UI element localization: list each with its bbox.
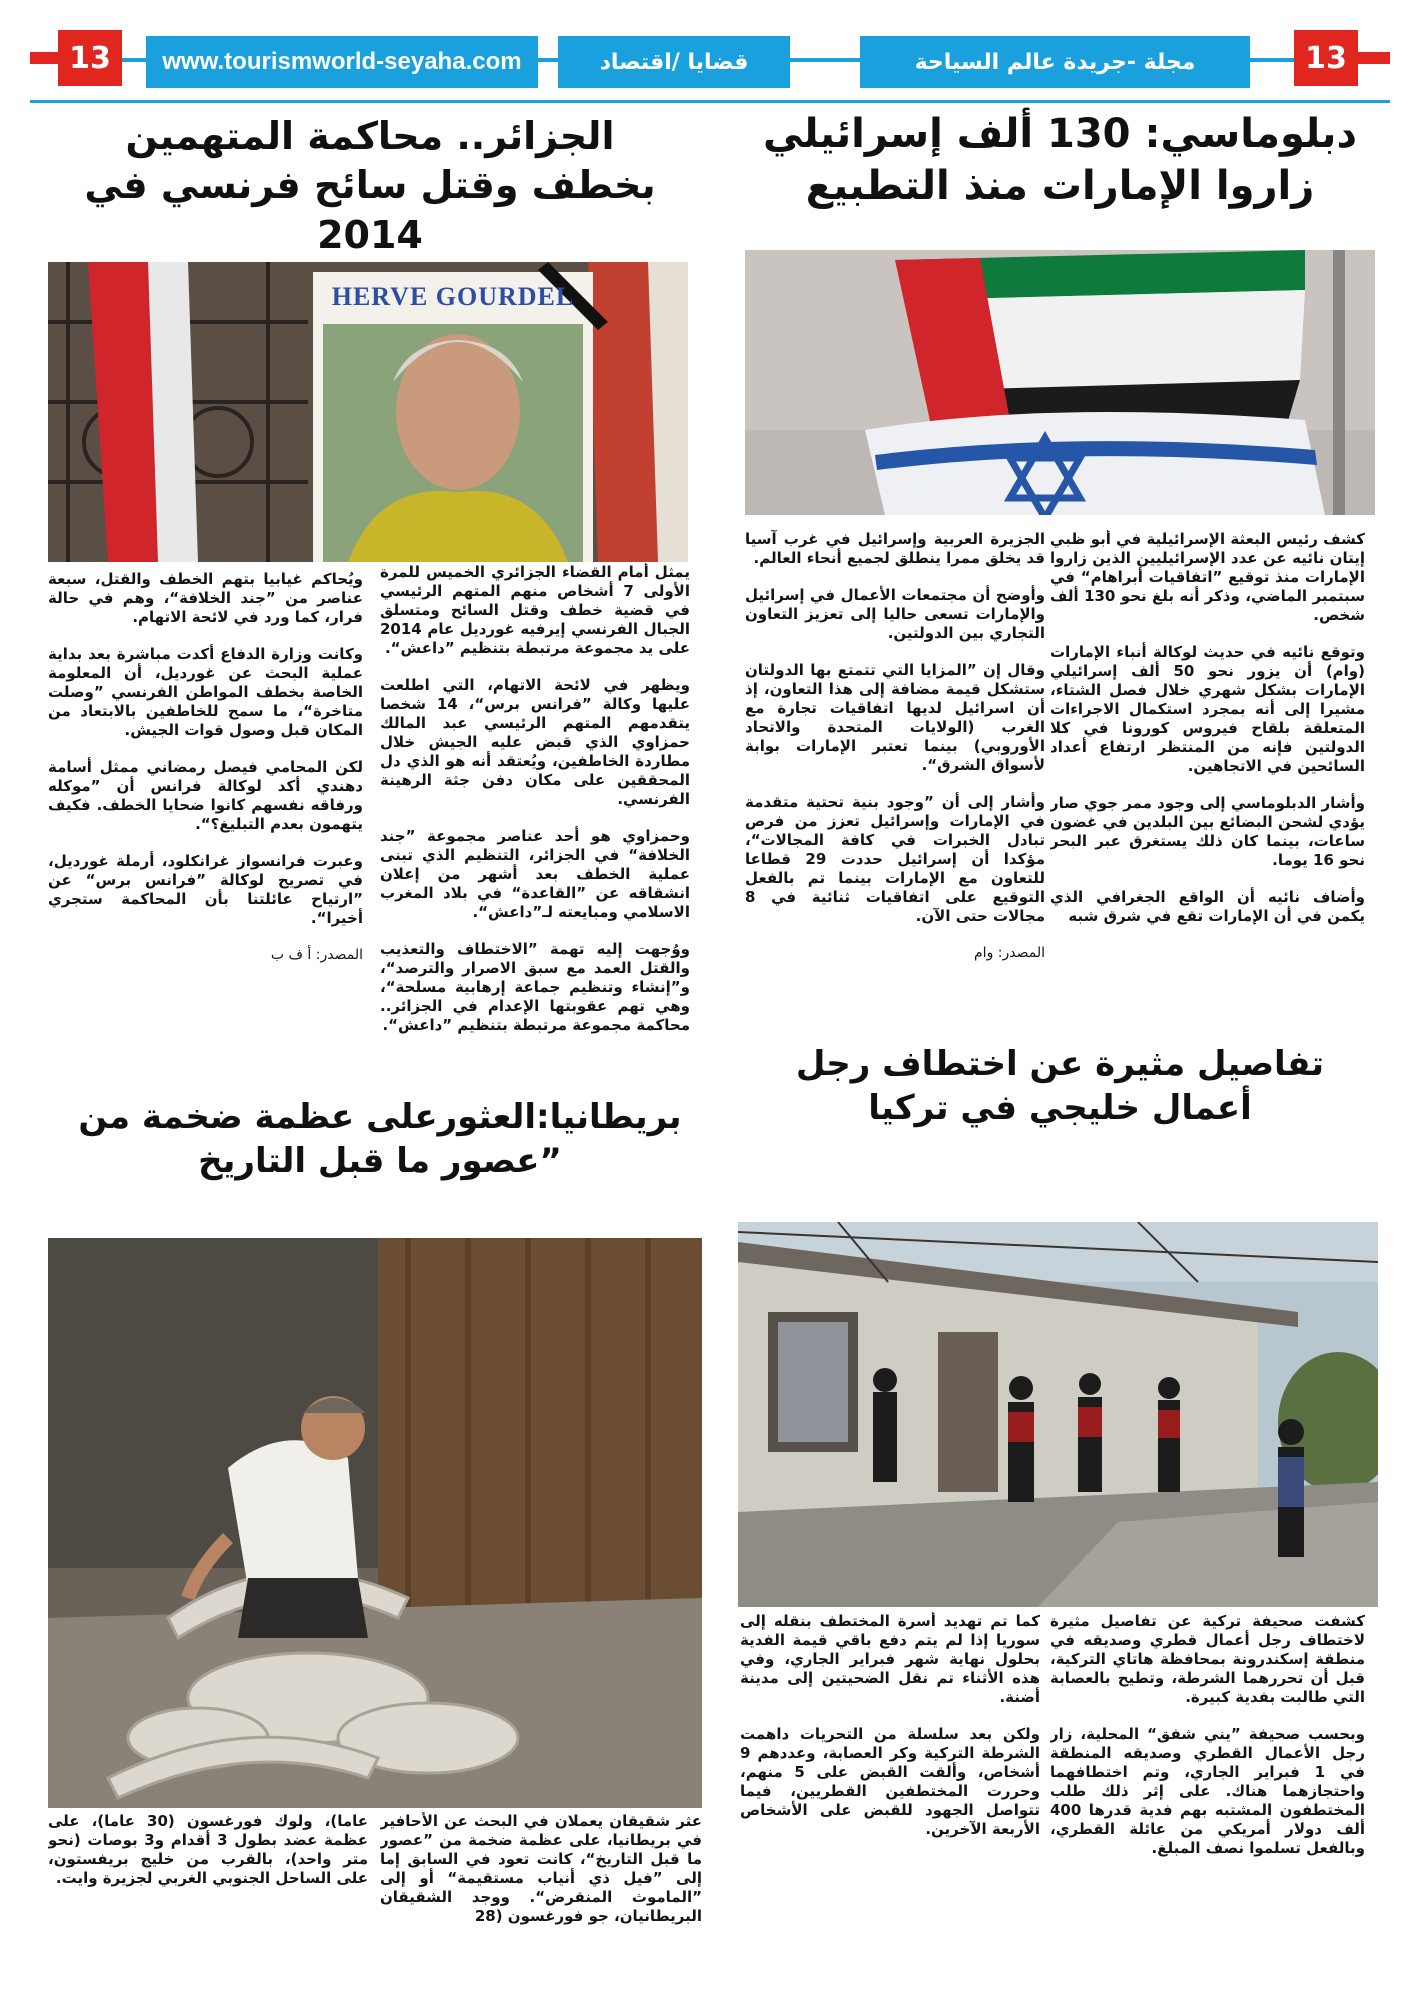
paragraph: كشف رئيس البعثة الإسرائيلية في أبو ظبي إيتان نائيه عن عدد الإسرائيليين الذين زاروا الإمارات منذ توقيع ”اتفاقيات أبراهام“ في سبتمبر الماضي، وذكر أنه بلغ نحو 130 ألف شخص. <box>1050 530 1365 624</box>
headline-turkey[interactable]: تفاصيل مثيرة عن اختطاف رجل أعمال خليجي في تركيا <box>795 1044 1325 1129</box>
paragraph: ولكن بعد سلسلة من التحريات داهمت الشرطة التركية وكر العصابة، وعددهم 9 أشخاص، وألقت القبض على 5 منهم، وحررت المختطفين القطريين، فيما تتواصل الجهود للقبض على الأشخاص الأربعة الآخرين. <box>740 1725 1040 1838</box>
paragraph: وكانت وزارة الدفاع أكدت مباشرة بعد بداية عملية البحث عن غورديل، أن المعلومة الخاصة بخطف المواطن الفرنسي ”وصلت متاخرة“، ما سمح للخاطفين بالابتعاد من المكان قبل وصول قوات الجيش. <box>48 645 363 739</box>
paragraph: وبحسب صحيفة ”يني شفق“ المحلية، زار رجل الأعمال القطري وصديقه المنطقة في 1 فبراير الجاري، وتم اختطافهما واحتجازهما هناك. على إثر ذلك طلب المختطفون المشتبه بهم فدية قدرها 400 ألف دولار أمريكي من عائلة القطري، وبالفعل تسلموا نصف المبلغ. <box>1050 1725 1365 1857</box>
uk-col-left <box>48 1812 368 2002</box>
paragraph: وأضاف نائيه أن الواقع الجغرافي الذي يكمن في أن الإمارات تقع في شرق شبه <box>1050 888 1365 925</box>
paragraph: ووُجهت إليه تهمة ”الاختطاف والتعذيب والقتل العمد مع سبق الاصرار والترصد“، و”إنشاء وتنظيم جماعة إرهابية مسلحة“، وهي تهم عقوبتها الإعدام في الجزائر.. محاكمة مجموعة مرتبطة بتنظيم ”داعش“. <box>380 940 690 1034</box>
website-url[interactable]: www.tourismworld-seyaha.com <box>162 48 522 75</box>
police-courtyard-photo <box>738 1222 1378 1607</box>
paragraph: وأوضح أن مجتمعات الأعمال في إسرائيل والإمارات تسعى حاليا إلى تعزيز التعاون التجاري بين الدولتين. <box>745 586 1045 642</box>
publication-box <box>860 36 1250 88</box>
paragraph: وعبرت فرانسواز غرانكلود، أرملة غورديل، في تصريح لوكالة ”فرانس برس“ عن ”ارتياح عائلتنا بأن المحاكمة ستجري أخيرا“. <box>48 852 363 927</box>
algeria-col-left <box>48 570 363 1070</box>
excavation-photo <box>48 1238 702 1808</box>
algeria-col-right <box>380 563 690 1083</box>
uae-col-left <box>745 530 1045 1000</box>
paragraph: ويُحاكم غيابيا بتهم الخطف والقتل، سبعة عناصر من ”جند الخلافة“، وهم في حالة فرار، كما ورد في لائحة الاتهام. <box>48 570 363 626</box>
paragraph: الجزيرة العربية وإسرائيل في غرب آسيا قد يخلق ممرا ينطلق لجميع أنحاء العالم. <box>745 530 1045 567</box>
paragraph: وقال إن ”المزايا التي تتمتع بها الدولتان ستشكل قيمة مضافة إلى هذا التعاون، إذ أن اسرائيل لديها اتفاقيات تجارة مع الغرب (الولايات المتحدة والاتحاد الأوروبي) بينما تعتبر الإمارات بوابة لأسواق الشرق“. <box>745 661 1045 774</box>
section-box <box>558 36 790 88</box>
headline-uae[interactable]: دبلوماسي: 130 ألف إسرائيلي زاروا الإمارات منذ التطبيع <box>763 111 1357 209</box>
paragraph: كشفت صحيفة تركية عن تفاصيل مثيرة لاختطاف رجل أعمال قطري وصديقه في منطقة إسكندرونة بمحافظة هاتاي التركية، قبل أن تحررهما الشرطة، وتطيح بالعصابة التي طالبت بفدية كبيرة. <box>1050 1612 1365 1706</box>
paragraph: لكن المحامي فيصل رمضاني ممثل أسامة دهندي أكد لوكالة فرانس أن ”موكله ورفاقه نفسهم كانوا ضحايا الخطف. فكيف يتهمون بعدم التبليغ؟“. <box>48 758 363 833</box>
website-box[interactable] <box>146 36 538 88</box>
page-number-right: 13 <box>1294 30 1358 86</box>
header-red-tab-right <box>1356 52 1390 64</box>
section-label: قضايا /اقتصاد <box>599 49 749 75</box>
source-credit: المصدر: وام <box>974 945 1045 961</box>
turkey-col-left <box>740 1612 1040 2002</box>
headline-uk[interactable]: بريطانيا:العثورعلى عظمة ضخمة من ”عصور ما قبل التاريخ <box>78 1097 682 1182</box>
paragraph: وتوقع نائيه في حديث لوكالة أنباء الإمارات (وام) أن يزور نحو 50 ألف إسرائيلي الإمارات بشكل شهري خلال فصل الشتاء، مشيرا إلى أنه بمجرد استكمال الاجراءات المتعلقة بلقاح فيروس كورونا في كلا الدولتين فإنه من المنتظر ارتفاع أعداد السائحين في الاتجاهين. <box>1050 643 1365 775</box>
paragraph: وحمزاوي هو أحد عناصر مجموعة ”جند الخلافة“ في الجزائر، التنظيم الذي تبنى عملية الخطف بعد أشهر من إعلان انشقاقه عن ”القاعدة“ في بلاد المغرب الاسلامي ومبايعته لـ”داعش“. <box>380 827 690 921</box>
poster-photo <box>48 262 688 562</box>
paragraph: كما تم تهديد أسرة المختطف بنقله إلى سوريا إذا لم يتم دفع باقي قيمة الفدية بحلول نهاية شهر فبراير الجاري، وفي هذه الأثناء تم نقل الضحيتين إلى مدينة أضنة. <box>740 1612 1040 1706</box>
paragraph: عثر شقيقان يعملان في البحث عن الأحافير في بريطانيا، على عظمة ضخمة من ”عصور ما قبل التاريخ“، كانت تعود في السابق إما إلى ”فيل ذي أنياب مستقيمة“ أو إلى ”الماموث المنقرض“. ووجد الشقيقان البريطانيان، جو فورغسون (28 <box>380 1812 702 1925</box>
publication-name: مجلة -جريدة عالم السياحة <box>914 49 1196 75</box>
paragraph: ويظهر في لائحة الاتهام، التي اطلعت عليها وكالة ”فرانس برس“، 14 شخصا يتقدمهم المتهم الرئيسي عبد المالك حمزاوي الذي قبض عليه الجيش خلال مطاردة الخاطفين، ويُعتقد أنه هو الذي دل المحققين على مكان دفن جثة الرهينة الفرنسي. <box>380 676 690 808</box>
uk-col-right <box>380 1812 702 2002</box>
uae-col-right <box>1050 530 1365 1000</box>
paragraph: وأشار الدبلوماسي إلى وجود ممر جوي صار يؤدي لشحن البضائع بين البلدين في غضون ساعات، بينما كان ذلك يستغرق عبر البحر نحو 16 يوما. <box>1050 794 1365 869</box>
page-number-left: 13 <box>58 30 122 86</box>
paragraph: يمثل أمام القضاء الجزائري الخميس للمرة الأولى 7 أشخاص منهم المتهم الرئيسي في قضية خطف وقتل السائح ومتسلق الجبال الفرنسي إيرفيه غورديل عام 2014 على يد مجموعة مرتبطة بتنظيم ”داعش“. <box>380 563 690 657</box>
paragraph: وأشار إلى أن ”وجود بنية تحتية متقدمة في الإمارات وإسرائيل تعزز من فرص تبادل الخبرات في كافة المجالات“، مؤكدا أن إسرائيل حددت 29 قطاعا للتعاون مع الإمارات بينما تم بالفعل التوقيع على اتفاقيات ثنائية في 8 مجالات حتى الآن. <box>745 793 1045 925</box>
flags-photo <box>745 250 1375 515</box>
source-credit: المصدر: أ ف ب <box>270 947 363 963</box>
paragraph: عاما)، ولوك فورغسون (30 عاما)، على عظمة عضد بطول 3 أقدام و3 بوصات (نحو متر واحد)، بالقرب من خليج بريفستون، على الساحل الجنوبي الغربي لجزيرة وايت. <box>48 1812 368 1887</box>
header-bottom-rule <box>30 100 1390 103</box>
turkey-col-right <box>1050 1612 1365 2002</box>
headline-algeria[interactable]: الجزائر.. محاكمة المتهمين بخطف وقتل سائح فرنسي في 2014 <box>84 114 656 257</box>
poster-name-text: HERVE GOURDEL <box>331 282 575 311</box>
